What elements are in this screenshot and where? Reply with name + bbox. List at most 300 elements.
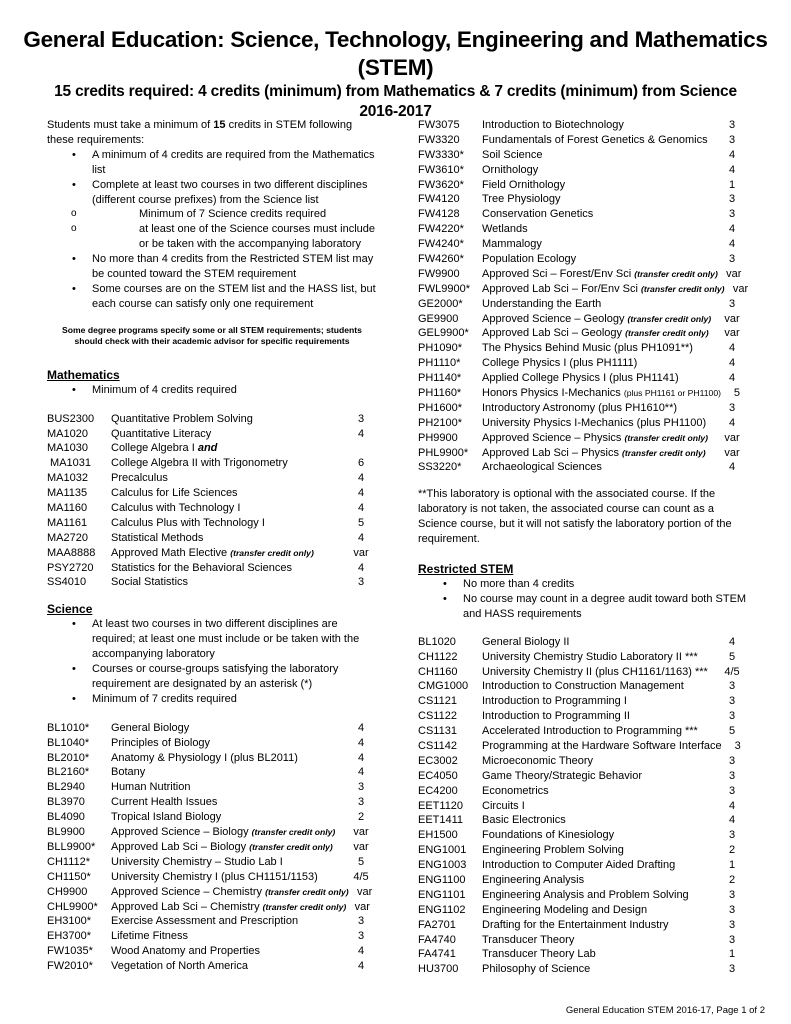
course-credits: 5 [357,516,365,529]
course-title [482,148,716,163]
course-row [418,962,748,977]
course-credits: 3 [357,915,365,928]
course-code: BL2940 [47,781,85,794]
course-title [482,888,716,903]
course-title [482,118,716,133]
course-credits: 3 [728,680,736,693]
course-row [418,933,748,948]
course-title-text: Honors Physics I-Mechanics [482,387,624,400]
course-code: MA1031 [47,457,92,470]
course-credits: 3 [728,769,736,782]
course-title [482,903,716,918]
course-code: FA4741 [418,948,456,961]
course-title-text: Understanding the Earth [482,297,602,310]
course-row [418,133,748,148]
course-credits: 1 [728,178,736,191]
course-credits: 4 [728,416,736,429]
course-credits: 4 [728,461,736,474]
course-title-text: Statistics for the Behavioral Sciences [111,561,292,574]
course-credits: 3 [728,695,736,708]
course-title-text: Introductory Astronomy (plus PH1610**) [482,401,678,414]
course-title-text: Mammalogy [482,238,542,251]
course-row [418,163,748,178]
course-code: EC4200 [418,784,458,797]
course-title [111,855,345,870]
restricted-bullet: • No course may count in a degree audit toward both STEM and HASS requirements [418,592,748,622]
course-credits: 5 [733,387,741,400]
course-row [418,356,748,371]
course-credits: var [357,885,373,898]
course-row [47,751,377,766]
course-code: EH3100* [47,915,92,928]
course-credits: 4 [728,342,736,355]
course-credits: 4 [357,960,365,973]
course-title [482,356,716,371]
course-code: BL2010* [47,751,90,764]
course-credits: 3 [728,119,736,131]
course-code: MA2720 [47,531,88,544]
course-row [418,903,748,918]
course-title-text: General Biology [111,721,190,734]
intro-text-end: credits in STEM following these requirements: [47,119,353,146]
course-code: FW3610* [418,163,464,176]
course-title-text: Tropical Island Biology [111,811,222,824]
science-bullet: • At least two courses in two different disciplines are required; at least one must include or be taken with the accompanying laboratory [47,617,377,662]
course-row [418,326,748,341]
course-title [111,427,345,442]
course-code: EET1411 [418,814,464,827]
course-code: PH1160* [418,387,462,400]
course-row [47,929,377,944]
course-title [482,386,721,401]
course-title [482,207,716,222]
course-credits [345,441,377,456]
course-row [47,501,377,516]
course-credits: 4 [357,721,365,734]
course-row [47,456,377,471]
course-title-text: Wood Anatomy and Properties [111,945,260,958]
course-title-text: University Physics I-Mechanics (plus PH1100) [482,416,707,429]
course-title [111,825,345,840]
course-row [418,754,748,769]
course-code: MA1020 [47,427,88,440]
course-title-text: University Chemistry II (plus CH1161/1163) *** [482,665,708,678]
page-subtitle: 15 credits required: 4 credits (minimum) from Mathematics & 7 credits (minimum) from Science [54,83,737,100]
course-code: FW4240* [418,238,464,251]
course-credits: 3 [357,412,365,425]
course-credits: 4 [357,487,365,500]
course-title [111,780,345,795]
transfer-note: (transfer credit only) [627,313,712,324]
course-credits: 4/5 [724,665,740,678]
course-title [111,944,345,959]
course-title-text: Principles of Biology [111,736,211,749]
course-row [418,371,748,386]
course-credits: 4 [357,736,365,749]
course-row [418,918,748,933]
course-credits: 3 [728,888,736,901]
course-credits: var [353,826,369,839]
course-title [482,769,716,784]
course-title-text: Soil Science [482,148,543,161]
course-code: PH1600* [418,401,463,414]
course-code: HU3700 [418,963,459,976]
course-code: BL1010* [47,721,90,734]
course-code: MAA8888 [47,546,96,559]
course-credits: 4 [357,751,365,764]
intro-sub-bullets [47,207,377,252]
course-row [418,873,748,888]
course-code: EC3002 [418,754,458,767]
course-title [111,840,345,855]
course-row [47,840,377,855]
course-title [111,575,345,590]
course-title [482,133,716,148]
course-code: BLL9900* [47,840,96,853]
course-title [482,312,716,327]
course-title-text: Philosophy of Science [482,963,591,976]
course-title-text: Conservation Genetics [482,208,594,221]
course-credits: 4 [357,472,365,485]
course-code: PH1110* [418,357,461,370]
transfer-note: (transfer credit only) [625,328,709,339]
course-title-text: Precalculus [111,472,168,485]
course-title [482,665,716,680]
course-title-text: Anatomy & Physiology I (plus BL2011) [111,751,298,764]
course-credits: var [726,267,742,280]
course-code: GE9900 [418,312,459,325]
course-row [418,769,748,784]
course-credits: 4 [728,372,736,385]
course-code: FW3620* [418,178,464,191]
course-title-text: Calculus for Life Sciences [111,487,238,500]
course-code: FW4260* [418,253,464,266]
course-title-text: Engineering Analysis and Problem Solving [482,888,689,901]
course-credits: var [724,312,740,325]
course-credits: 4 [357,561,365,574]
course-title [482,813,716,828]
course-row [418,446,748,461]
course-code: ENG1001 [418,844,467,857]
course-title [111,929,345,944]
course-title-text: Introduction to Programming I [482,695,627,708]
course-code: PH1090* [418,342,463,355]
course-code: FW4220* [418,223,464,236]
course-title [482,650,716,665]
course-title [482,784,716,799]
course-row [47,516,377,531]
course-row [47,471,377,486]
course-code: ENG1102 [418,903,466,916]
course-title-text: Current Health Issues [111,796,218,809]
document-header [0,26,791,122]
course-title [482,267,718,282]
transfer-note: (transfer credit only) [251,827,336,838]
course-title-text: Engineering Problem Solving [482,844,624,857]
course-title [482,799,716,814]
intro-bullet: • A minimum of 4 credits are required from the Mathematics list [47,148,377,178]
course-code: CH1160 [418,665,458,678]
course-title [111,751,345,766]
course-row [418,207,748,222]
course-credits: var [724,327,740,340]
course-title-text: Approved Science – Physics [482,431,625,444]
course-credits: 6 [357,457,365,470]
course-row [418,650,748,665]
restricted-course-list [418,635,748,977]
course-code: CH9900 [47,885,88,898]
course-row [418,312,748,327]
course-title-text: Basic Electronics [482,814,566,827]
course-title [482,178,716,193]
course-title-text: Transducer Theory Lab [482,948,596,961]
course-title [482,933,716,948]
course-title-text: Transducer Theory [482,933,575,946]
course-title [111,486,345,501]
course-credits: 2 [357,811,365,824]
course-title-text: Introduction to Biotechnology [482,119,624,131]
course-code: CS1131 [418,725,457,738]
intro-bullet [47,178,377,253]
course-code: FW9900 [418,267,460,280]
course-row [47,900,377,915]
course-row [418,252,748,267]
course-credits: 4 [357,427,365,440]
course-row [47,959,377,974]
course-title-text: Approved Sci – Forest/Env Sci [482,267,635,280]
course-title [111,810,345,825]
course-code: SS3220* [418,461,462,474]
course-title [482,962,716,977]
course-row [418,148,748,163]
course-title-text: Calculus with Technology I [111,502,241,515]
course-credits: var [353,840,369,853]
course-title-text: Field Ornithology [482,178,566,191]
course-credits: 3 [734,739,741,752]
course-row [418,843,748,858]
course-title [111,561,345,576]
course-row [418,297,748,312]
course-row [47,531,377,546]
course-title [482,192,716,207]
transfer-note: (transfer credit only) [622,447,706,458]
course-row [418,709,748,724]
course-title-text: Quantitative Literacy [111,427,212,440]
transfer-note: (transfer credit only) [249,841,333,852]
course-row [418,416,748,431]
course-row [418,460,748,475]
course-code: FW3330* [418,148,464,161]
course-title-text: Introduction to Programming II [482,710,630,723]
course-title [111,721,345,736]
course-title-text: Programming at the Hardware Software Interface [482,739,722,752]
course-title-small: (plus PH1161 or PH1100) [623,388,721,399]
restricted-bullets [418,577,748,622]
intro-bullet-text: Complete at least two courses in two different disciplines (different course prefixes) from the Science list [92,178,368,206]
course-title-text: Approved Science – Biology [111,826,252,839]
course-row [418,431,748,446]
course-title [482,416,716,431]
course-title-text: Accelerated Introduction to Programming *** [482,725,698,738]
intro-sub-bullet: o at least one of the Science courses must include or be taken with the accompanying laboratory [47,222,377,252]
course-credits: 3 [728,193,736,206]
course-credits: 4 [728,814,736,827]
course-title-text: General Biology II [482,635,570,648]
course-title-text: Approved Lab Sci – Biology [111,840,250,853]
course-row [47,780,377,795]
course-row [47,427,377,442]
course-code: BL1020 [418,635,456,648]
intro-bullets [47,148,377,312]
course-title-text: Population Ecology [482,253,577,266]
transfer-note: (transfer credit only) [624,432,709,443]
course-row [418,192,748,207]
course-title [482,282,725,297]
course-title [482,724,716,739]
math-bullets [47,383,377,398]
course-title-text: Ornithology [482,163,539,176]
course-code: GEL9900* [418,327,469,340]
course-title-text: The Physics Behind Music (plus PH1091**) [482,342,693,355]
course-credits: 5 [728,650,736,663]
course-title-text: College Algebra II with Trigonometry [111,457,288,470]
course-row [47,721,377,736]
academic-year: 2016-2017 [359,103,432,120]
course-title-text: Approved Lab Sci – For/Env Sci [482,282,641,295]
course-code: MA1030 [47,442,88,455]
intro-sub-bullet: o Minimum of 7 Science credits required [47,207,377,222]
intro-paragraph [47,118,377,148]
course-title [111,546,345,561]
course-credits: 3 [728,754,736,767]
course-credits: 4 [728,799,736,812]
course-title-text: Microeconomic Theory [482,754,594,767]
course-title [482,297,716,312]
course-title-text: College Algebra I [111,442,198,455]
course-row [47,575,377,590]
course-credits: 4 [728,357,736,370]
course-credits: 4 [728,148,736,161]
course-title [482,401,716,416]
transfer-note: (transfer credit only) [640,283,725,294]
course-credits: 3 [728,784,736,797]
course-title [482,918,716,933]
course-credits: 3 [728,903,736,916]
course-code: MA1135 [47,487,88,500]
course-title-text: Introduction to Construction Management [482,680,684,693]
course-title [111,914,345,929]
course-title [482,679,716,694]
course-title-text: Quantitative Problem Solving [111,412,253,425]
course-title [482,237,716,252]
course-title [482,341,716,356]
course-credits: 4/5 [353,870,369,883]
course-code: MA1032 [47,472,88,485]
course-title [111,870,345,885]
course-row [418,118,748,133]
math-heading: Mathematics [47,367,120,382]
course-credits: 2 [728,873,736,886]
course-title-text: Archaeological Sciences [482,461,602,474]
course-title [111,959,345,974]
course-title-text: Approved Science – Geology [482,312,628,325]
course-code: PH1140* [418,372,462,385]
course-code: MA1160 [47,502,88,515]
course-row [47,486,377,501]
course-title [111,885,349,900]
course-code: PH2100* [418,416,463,429]
course-title-text: College Physics I (plus PH1111) [482,357,638,370]
course-credits: 3 [728,963,736,976]
course-title-text: Tree Physiology [482,193,561,206]
course-title-text: Approved Math Elective [111,546,231,559]
course-row [47,412,377,427]
course-title-text: Wetlands [482,223,528,236]
math-course-list [47,412,377,591]
course-row [47,914,377,929]
course-row [47,441,377,456]
course-title [482,828,716,843]
course-title [482,446,716,461]
course-code: SS4010 [47,576,87,589]
course-credits: 3 [728,133,736,146]
transfer-note: (transfer credit only) [230,547,314,558]
course-code: BL9900 [47,826,85,839]
course-code: ENG1100 [418,873,466,886]
course-title-text: Exercise Assessment and Prescription [111,915,299,928]
course-title [482,754,716,769]
intro-bullet: • No more than 4 credits from the Restricted STEM list may be counted toward the STEM requirement [47,252,377,282]
course-credits: 3 [728,297,736,310]
course-credits: 3 [728,401,736,414]
course-row [418,739,748,754]
course-title-text: Applied College Physics I (plus PH1141) [482,372,679,385]
course-code: FA2701 [418,918,456,931]
course-code: EH1500 [418,829,458,842]
course-credits: 3 [357,796,365,809]
course-title-text: Approved Science – Chemistry [111,885,266,898]
course-title-text: University Chemistry Studio Laboratory II *** [482,650,698,663]
restricted-bullet: • No more than 4 credits [418,577,748,592]
science-bullets [47,617,377,706]
science-bullet: • Courses or course-groups satisfying the laboratory requirement are designated by an asterisk (*) [47,662,377,692]
course-title [482,709,716,724]
course-title [111,900,346,915]
course-title [482,163,716,178]
course-title-text: Fundamentals of Forest Genetics & Genomics [482,133,708,146]
course-title-text: Approved Lab Sci – Physics [482,446,623,459]
course-title-text: Engineering Analysis [482,873,585,886]
course-credits: var [732,282,749,295]
science-course-list-right [418,118,748,475]
course-code: FW3075 [418,119,460,131]
course-title [482,858,716,873]
course-code: FW4128 [418,208,460,221]
course-title-text: Drafting for the Entertainment Industry [482,918,669,931]
course-row [418,386,748,401]
course-credits: 5 [728,725,736,738]
course-title-text: Approved Lab Sci – Geology [482,327,626,340]
course-title [111,471,345,486]
course-row [418,178,748,193]
course-credits: var [354,900,370,913]
course-credits: 3 [728,253,736,266]
course-title [482,694,716,709]
course-row [418,784,748,799]
course-credits: 4 [728,163,736,176]
course-code: FA4740 [418,933,456,946]
intro-credits: 15 [213,119,226,131]
